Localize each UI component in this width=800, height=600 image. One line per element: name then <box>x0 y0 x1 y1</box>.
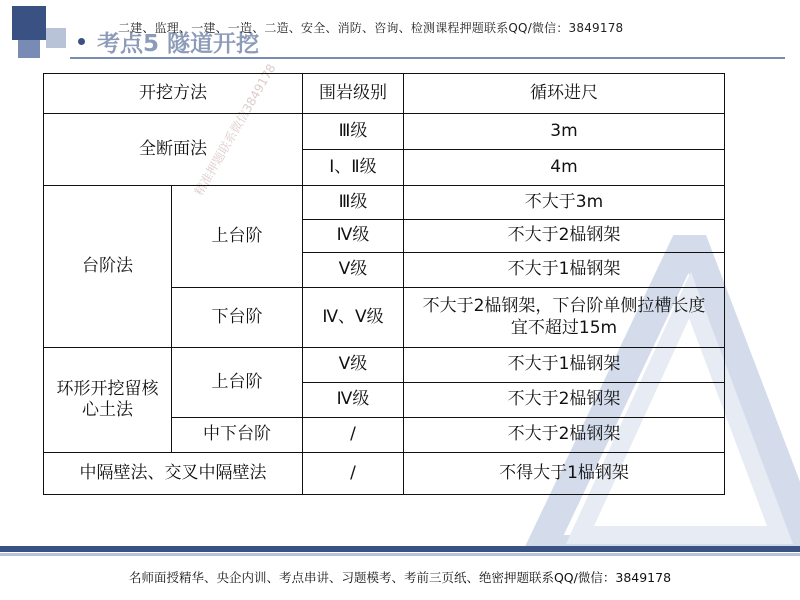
grade-cell: Ⅰ、Ⅱ级 <box>303 150 404 186</box>
advance-cell: 4m <box>404 150 725 186</box>
grade-cell: Ⅲ级 <box>303 114 404 150</box>
grade-cell: Ⅳ级 <box>303 220 404 253</box>
method-ring-core: 环形开挖留核心土法 <box>44 348 172 453</box>
grade-cell: Ⅲ级 <box>303 186 404 220</box>
advance-cell: 不大于2榀钢架 <box>404 220 725 253</box>
top-banner: 二建、监理、一建、一造、二造、安全、消防、咨询、检测课程押题联系QQ/微信：3849178 <box>118 21 624 35</box>
table-row <box>44 348 725 383</box>
footer-text: 名师面授精华、央企内训、考点串讲、习题模考、考前三页纸、绝密押题联系QQ/微信：3849178 <box>128 570 672 585</box>
page-title: 考点5 隧道开挖 <box>97 31 260 57</box>
table-header-row <box>44 74 725 114</box>
title-underline <box>70 57 785 59</box>
method-bench: 台阶法 <box>44 186 172 348</box>
grade-cell: Ⅴ级 <box>303 348 404 383</box>
header-advance: 循环进尺 <box>404 74 725 114</box>
advance-cell: 不大于2榀钢架 <box>404 383 725 418</box>
method-full-section: 全断面法 <box>44 114 303 186</box>
header-method: 开挖方法 <box>44 74 303 114</box>
advance-cell: 不大于3m <box>404 186 725 220</box>
bottom-bar-accent <box>0 553 800 556</box>
watermark-text: 精准押题联系微信3849178 <box>191 61 279 199</box>
corner-square-light <box>46 28 66 48</box>
ring-middle-lower-label: 中下台阶 <box>172 418 303 453</box>
grade-cell: Ⅳ、Ⅴ级 <box>303 288 404 348</box>
tunnel-excavation-table <box>43 73 725 495</box>
advance-cell: 3m <box>404 114 725 150</box>
bench-upper-label: 上台阶 <box>172 186 303 288</box>
corner-square-mid <box>18 40 40 58</box>
grade-cell: Ⅴ级 <box>303 253 404 288</box>
advance-cell: 不得大于1榀钢架 <box>404 453 725 495</box>
header-grade: 围岩级别 <box>303 74 404 114</box>
grade-cell: Ⅳ级 <box>303 383 404 418</box>
table-row <box>44 453 725 495</box>
table-row <box>44 186 725 220</box>
method-diaphragm: 中隔壁法、交叉中隔壁法 <box>44 453 303 495</box>
grade-cell: / <box>303 453 404 495</box>
ring-upper-label: 上台阶 <box>172 348 303 418</box>
bottom-bar <box>0 546 800 552</box>
grade-cell: / <box>303 418 404 453</box>
table-row <box>44 114 725 150</box>
advance-cell: 不大于2榀钢架，下台阶单侧拉槽长度宜不超过15m <box>404 288 725 348</box>
corner-square-dark <box>12 6 46 40</box>
advance-cell: 不大于1榀钢架 <box>404 348 725 383</box>
title-bullet <box>78 38 85 45</box>
bench-lower-label: 下台阶 <box>172 288 303 348</box>
advance-cell: 不大于2榀钢架 <box>404 418 725 453</box>
advance-cell: 不大于1榀钢架 <box>404 253 725 288</box>
